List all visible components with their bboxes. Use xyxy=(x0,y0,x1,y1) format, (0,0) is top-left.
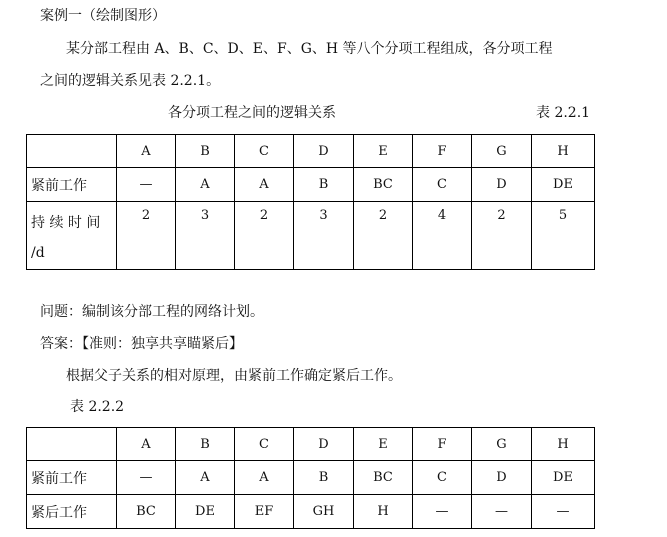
table-cell: H xyxy=(354,495,413,529)
table2-col-e: E xyxy=(354,428,413,461)
table1-col-e: E xyxy=(354,135,413,168)
logic-relation-table xyxy=(26,134,595,270)
case-heading: 案例一（绘制图形） xyxy=(40,8,166,24)
table-cell: 2 xyxy=(472,202,532,270)
table-cell: — xyxy=(117,461,176,495)
table1-col-g: G xyxy=(472,135,532,168)
table-cell: D xyxy=(472,168,532,202)
table1-duration-label xyxy=(27,202,117,270)
table2-corner-cell xyxy=(27,428,117,461)
table2-successor-label: 紧后工作 xyxy=(27,495,117,529)
predecessor-successor-table xyxy=(26,427,595,529)
table1-col-f: F xyxy=(413,135,472,168)
table2-col-d: D xyxy=(294,428,354,461)
table1-header-row xyxy=(27,135,595,168)
intro-paragraph-line2: 之间的逻辑关系见表 2.2.1。 xyxy=(40,73,221,89)
table2-col-c: C xyxy=(235,428,294,461)
table-cell: A xyxy=(235,461,294,495)
table-cell: DE xyxy=(176,495,235,529)
table-cell: A xyxy=(176,461,235,495)
table-cell: BC xyxy=(354,461,413,495)
table-cell: 3 xyxy=(294,202,354,270)
table1-predecessor-row xyxy=(27,168,595,202)
table2-header-row xyxy=(27,428,595,461)
table2-col-b: B xyxy=(176,428,235,461)
table-cell: C xyxy=(413,461,472,495)
table-cell: C xyxy=(413,168,472,202)
table1-col-c: C xyxy=(235,135,294,168)
table-cell: 3 xyxy=(176,202,235,270)
duration-label-line2: /d xyxy=(31,245,45,261)
table-cell: B xyxy=(294,168,354,202)
table1-predecessor-label: 紧前工作 xyxy=(27,168,117,202)
table-cell: DE xyxy=(532,168,595,202)
table2-successor-row xyxy=(27,495,595,529)
table2-caption: 表 2.2.2 xyxy=(70,399,125,415)
question-text: 问题：编制该分部工程的网络计划。 xyxy=(40,304,264,320)
table-cell: EF xyxy=(235,495,294,529)
table2-col-h: H xyxy=(532,428,595,461)
table-cell: BC xyxy=(354,168,413,202)
table2-col-f: F xyxy=(413,428,472,461)
table-cell: DE xyxy=(532,461,595,495)
table2-predecessor-label: 紧前工作 xyxy=(27,461,117,495)
table2-predecessor-row xyxy=(27,461,595,495)
table-cell: A xyxy=(176,168,235,202)
table-cell: GH xyxy=(294,495,354,529)
table-cell: A xyxy=(235,168,294,202)
table1-number: 表 2.2.1 xyxy=(536,105,591,121)
table1-duration-row xyxy=(27,202,595,270)
table-cell: D xyxy=(472,461,532,495)
table-cell: 2 xyxy=(235,202,294,270)
table-cell: 2 xyxy=(117,202,176,270)
table-cell: — xyxy=(117,168,176,202)
method-text: 根据父子关系的相对原理，由紧前工作确定紧后工作。 xyxy=(66,368,402,384)
table1-caption: 各分项工程之间的逻辑关系 xyxy=(168,105,336,121)
table-cell: — xyxy=(532,495,595,529)
answer-text: 答案：【准则：独享共享瞄紧后】 xyxy=(40,336,243,352)
table2-col-g: G xyxy=(472,428,532,461)
table-cell: — xyxy=(413,495,472,529)
table2-col-a: A xyxy=(117,428,176,461)
table1-col-h: H xyxy=(532,135,595,168)
table-cell: BC xyxy=(117,495,176,529)
table-cell: 2 xyxy=(354,202,413,270)
table-cell: 5 xyxy=(532,202,595,270)
table1-col-b: B xyxy=(176,135,235,168)
table-cell: B xyxy=(294,461,354,495)
table1-col-a: A xyxy=(117,135,176,168)
table1-corner-cell xyxy=(27,135,117,168)
duration-label-line1: 持 续 时 间 xyxy=(31,215,101,231)
intro-paragraph-line1: 某分部工程由 A、B、C、D、E、F、G、H 等八个分项工程组成，各分项工程 xyxy=(66,41,553,57)
table-cell: — xyxy=(472,495,532,529)
table1-col-d: D xyxy=(294,135,354,168)
table-cell: 4 xyxy=(413,202,472,270)
